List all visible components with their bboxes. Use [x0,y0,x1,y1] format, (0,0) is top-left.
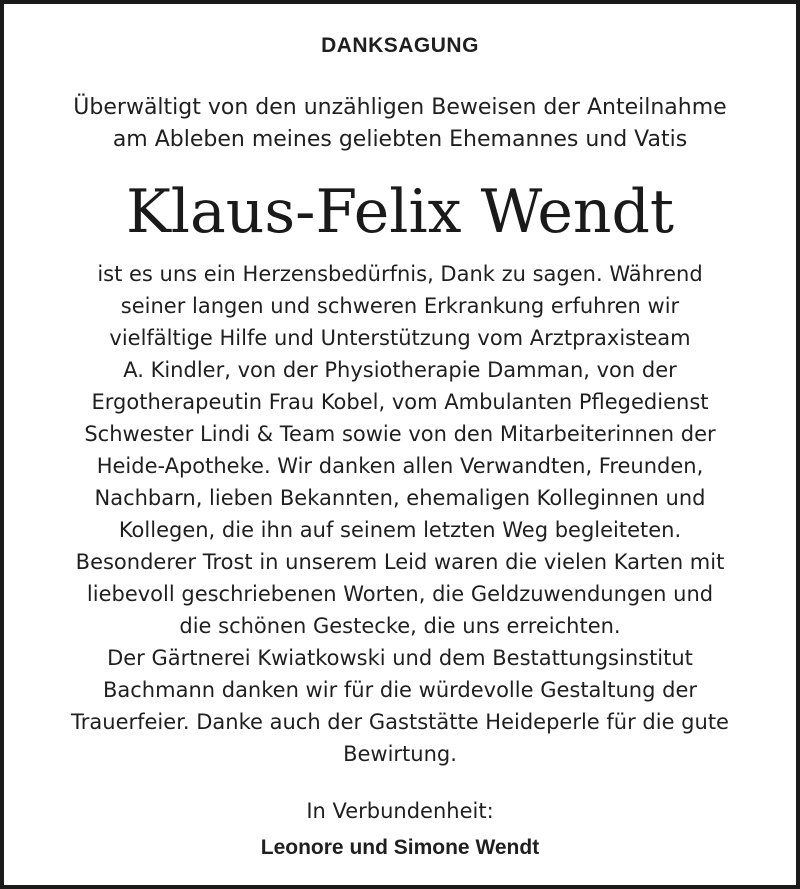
deceased-name: Klaus-Felix Wendt [125,177,675,247]
body-line: A. Kindler, von der Physiotherapie Damman, von der [123,358,677,382]
intro-line: Überwältigt von den unzähligen Beweisen der Anteilnahme [73,95,727,120]
body-text [24,258,776,770]
body-line: die schönen Gestecke, die uns erreichten. [179,614,621,638]
intro-line: am Ableben meines geliebten Ehemannes und Vatis [112,127,688,152]
body-line: Schwester Lindi & Team sowie von den Mitarbeiterinnen der [84,422,716,446]
body-line: Besonderer Trost in unserem Leid waren die vielen Karten mit [75,550,725,574]
intro-text [24,92,776,156]
body-line: Ergotherapeutin Frau Kobel, vom Ambulanten Pflegedienst [91,390,709,414]
body-line: Der Gärtnerei Kwiatkowski und dem Bestattungsinstitut [107,646,693,670]
body-line: seiner langen und schweren Erkrankung erfuhren wir [120,294,680,318]
body-line: Bachmann danken wir für die würdevolle Gestaltung der [102,678,698,702]
body-line: Bewirtung. [343,742,457,766]
notice-heading: DANKSAGUNG [321,34,479,57]
body-line: ist es uns ein Herzensbedürfnis, Dank zu sagen. Während [97,262,703,286]
body-line: Kollegen, die ihn auf seinem letzten Weg begleiteten. [118,518,682,542]
body-line: vielfältige Hilfe und Unterstützung vom Arztpraxisteam [109,326,691,350]
signers: Leonore und Simone Wendt [260,836,540,859]
closing-phrase: In Verbundenheit: [306,799,494,823]
body-line: Trauerfeier. Danke auch der Gaststätte Heideperle für die gute [71,710,729,734]
body-line: liebevoll geschriebenen Worten, die Geldzuwendungen und [86,582,714,606]
body-line: Heide-Apotheke. Wir danken allen Verwandten, Freunden, [96,454,704,478]
body-line: Nachbarn, lieben Bekannten, ehemaligen Kolleginnen und [94,486,706,510]
